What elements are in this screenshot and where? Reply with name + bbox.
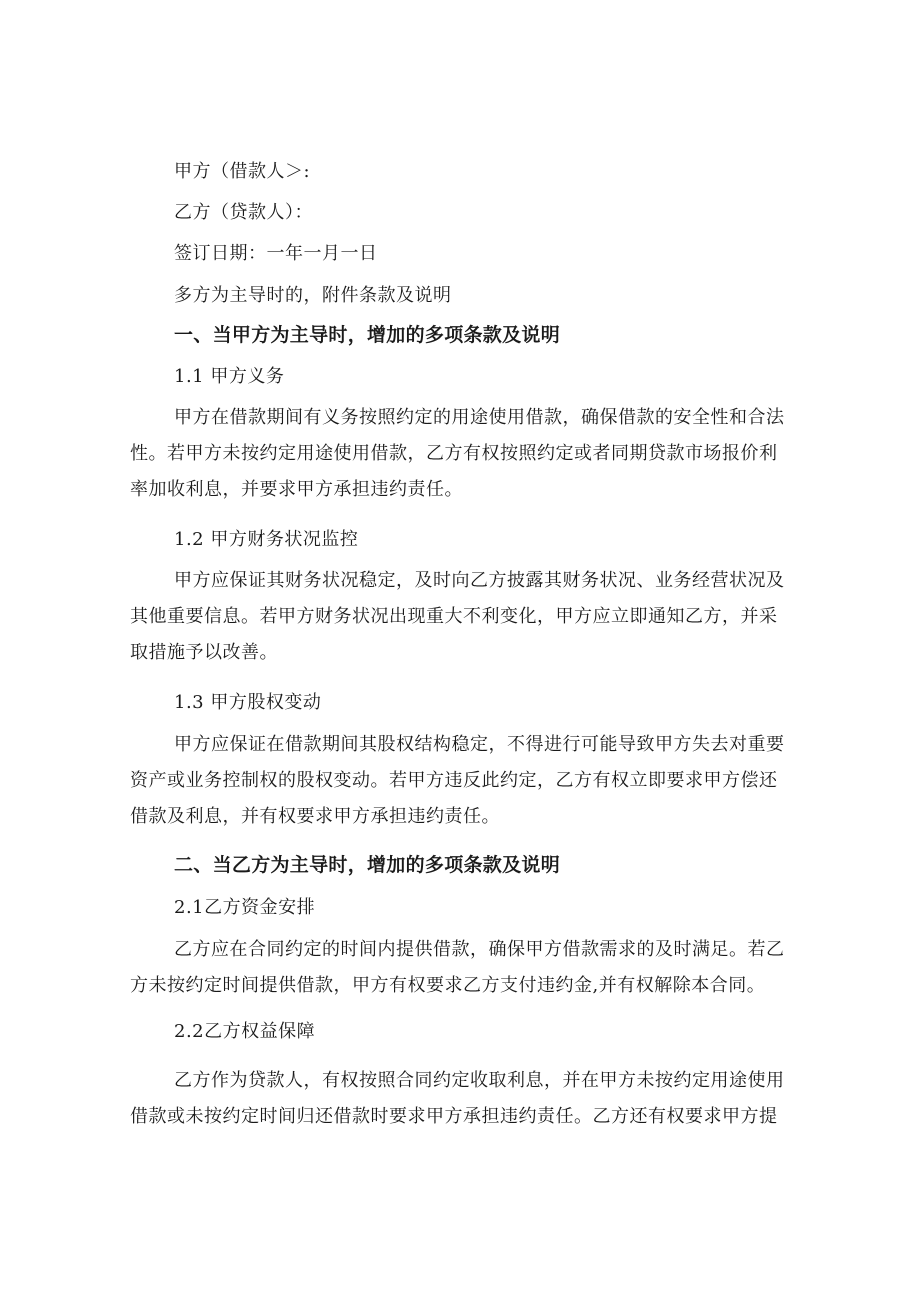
section-1-title: 一、当甲方为主导时，增加的多项条款及说明: [174, 324, 561, 346]
clause-1-3-body: [130, 727, 790, 835]
clause-1-1-body: [130, 400, 790, 508]
clause-2-2-body: [130, 1063, 790, 1135]
clause-1-1-line: 甲方在借款期间有义务按照约定的用途使用借款，确保借款的安全性和合法: [174, 407, 785, 428]
clause-1-3-line: 资产或业务控制权的股权变动。若甲方违反此约定，乙方有权立即要求甲方偿还: [130, 770, 778, 791]
party-b-line: 乙方（贷款人）：: [174, 202, 313, 223]
clause-2-2-heading: 2.2乙方权益保障: [174, 1021, 316, 1042]
clause-2-2-line: 乙方作为贷款人，有权按照合同约定收取利息，并在甲方未按约定用途使用: [174, 1070, 785, 1091]
clause-1-3-heading: 1.3 甲方股权变动: [174, 692, 322, 713]
clause-1-3-line: 甲方应保证在借款期间其股权结构稳定，不得进行可能导致甲方失去对重要: [174, 734, 785, 755]
clause-1-2-line: 其他重要信息。若甲方财务状况出现重大不利变化，甲方应立即通知乙方，并采: [130, 606, 778, 627]
clause-1-1-line: 率加收利息，并要求甲方承担违约责任。: [130, 479, 463, 500]
clause-2-1-line: 方未按约定时间提供借款，甲方有权要求乙方支付违约金,并有权解除本合同。: [130, 975, 766, 996]
sign-date-line: 签订日期：一年一月一日: [174, 243, 378, 264]
clause-2-1-heading: 2.1乙方资金安排: [174, 897, 316, 918]
clause-1-2-line: 甲方应保证其财务状况稳定，及时向乙方披露其财务状况、业务经营状况及: [174, 570, 785, 591]
party-a-line: 甲方（借款人＞:: [174, 161, 311, 182]
clause-2-1-line: 乙方应在合同约定的时间内提供借款，确保甲方借款需求的及时满足。若乙: [174, 939, 785, 960]
clause-2-2-line: 借款或未按约定时间归还借款时要求甲方承担违约责任。乙方还有权要求甲方提: [130, 1106, 778, 1127]
clause-1-2-body: [130, 563, 790, 671]
clause-1-1-heading: 1.1 甲方义务: [174, 366, 285, 387]
clause-1-2-line: 取措施予以改善。: [130, 642, 278, 663]
clause-1-1-line: 性。若甲方未按约定用途使用借款，乙方有权按照约定或者同期贷款市场报价利: [130, 443, 778, 464]
intro-line: 多方为主导时的，附件条款及说明: [174, 285, 452, 306]
clause-1-3-line: 借款及利息，并有权要求甲方承担违约责任。: [130, 806, 500, 827]
section-2-title: 二、当乙方为主导时，增加的多项条款及说明: [174, 854, 561, 876]
clause-1-2-heading: 1.2 甲方财务状况监控: [174, 529, 359, 550]
clause-2-1-body: [130, 932, 790, 1004]
